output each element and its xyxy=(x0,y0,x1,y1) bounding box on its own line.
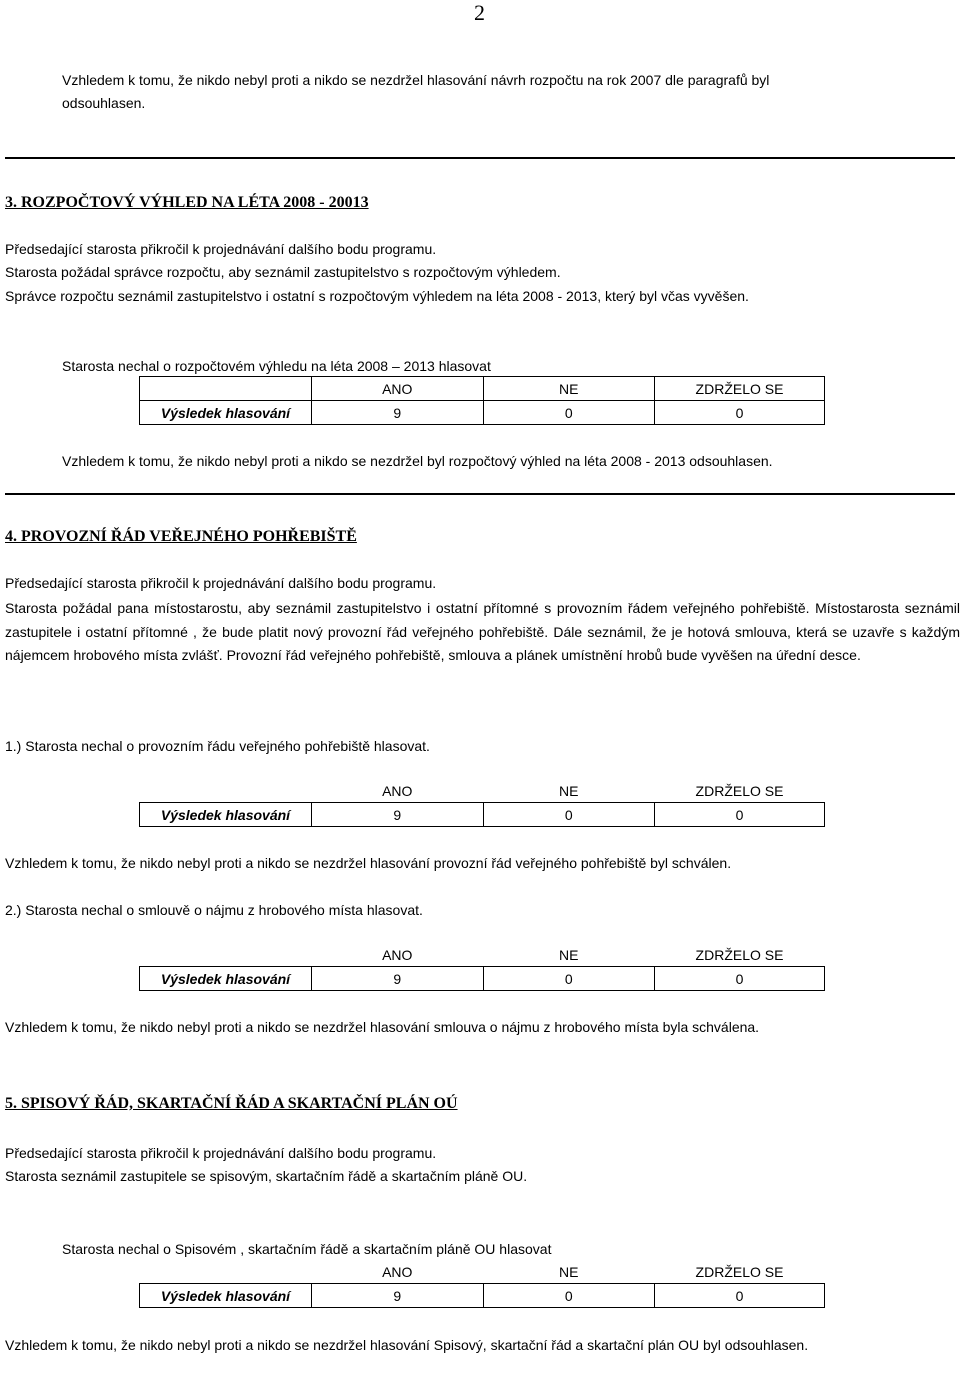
vote-header-empty xyxy=(140,943,312,967)
divider xyxy=(5,493,955,495)
vote-result-ne: 0 xyxy=(483,401,654,425)
vote-header-ano: ANO xyxy=(382,782,413,799)
vote-result-label: Výsledek hlasování xyxy=(140,803,312,827)
section5-number: 5. xyxy=(5,1095,17,1112)
vote-header-zdrzelo: ZDRŽELO SE xyxy=(695,1263,784,1280)
vote-result-zdrzelo: 0 xyxy=(655,967,825,991)
section3-p1: Předsedající starosta přikročil k projednávání dalšího bodu programu. xyxy=(5,241,437,257)
section3-title: ROZPOČTOVÝ VÝHLED NA LÉTA 2008 - 20013 xyxy=(21,194,369,211)
vote-result-row xyxy=(140,401,825,425)
vote-header-zdrzelo: ZDRŽELO SE xyxy=(695,782,784,799)
vote-header-zdrzelo: ZDRŽELO SE xyxy=(695,946,784,963)
section4-title: PROVOZNÍ ŘÁD VEŘEJNÉHO POHŘEBIŠTĚ xyxy=(21,528,357,545)
vote-result-ano: 9 xyxy=(311,1284,483,1308)
vote-result-ne: 0 xyxy=(483,1284,654,1308)
vote-header-zdrzelo: ZDRŽELO SE xyxy=(655,377,825,401)
section3-number: 3. xyxy=(5,194,17,211)
vote-result-label: Výsledek hlasování xyxy=(140,1284,312,1308)
section5-vote-intro: Starosta nechal o Spisovém , skartačním řádě a skartačním pláně OU hlasovat xyxy=(62,1241,552,1257)
section4-vote1-table xyxy=(139,779,825,827)
vote-header-row xyxy=(140,377,825,401)
vote-result-ne: 0 xyxy=(483,967,654,991)
vote-header-ne: NE xyxy=(483,377,654,401)
vote-result-row xyxy=(140,967,825,991)
page-number: 2 xyxy=(474,0,485,25)
vote-header-row xyxy=(140,943,825,967)
vote-header-empty xyxy=(140,1260,312,1284)
section5-vote-table xyxy=(139,1260,825,1308)
vote-result-label: Výsledek hlasování xyxy=(140,967,312,991)
section5-p2: Starosta seznámil zastupitele se spisovým, skartačním řádě a skartačním pláně OU. xyxy=(5,1168,528,1184)
section3-result: Vzhledem k tomu, že nikdo nebyl proti a nikdo se nezdržel byl rozpočtový výhled na léta 2008 - 2013 odsouhlasen. xyxy=(62,453,773,469)
vote-header-ne: NE xyxy=(559,946,579,963)
vote-result-row xyxy=(140,1284,825,1308)
vote-result-zdrzelo: 0 xyxy=(655,803,825,827)
vote-header-empty xyxy=(140,779,312,803)
vote-header-ne: NE xyxy=(559,1263,579,1280)
vote-header-row xyxy=(140,779,825,803)
vote-header-empty xyxy=(140,377,312,401)
vote-result-zdrzelo: 0 xyxy=(655,401,825,425)
section4-vote2-table xyxy=(139,943,825,991)
section3-heading xyxy=(5,193,369,213)
vote-result-ano: 9 xyxy=(311,803,483,827)
vote-header-ano: ANO xyxy=(382,946,413,963)
section3-p2: Starosta požádal správce rozpočtu, aby seznámil zastupitelstvo s rozpočtovým výhledem. xyxy=(5,264,561,280)
intro-line2: odsouhlasen. xyxy=(62,95,146,111)
divider xyxy=(5,157,955,159)
vote-result-zdrzelo: 0 xyxy=(655,1284,825,1308)
vote-header-ne: NE xyxy=(559,782,579,799)
section4-number: 4. xyxy=(5,528,17,545)
vote-result-ano: 9 xyxy=(311,401,483,425)
section4-heading xyxy=(5,527,357,547)
section3-p3: Správce rozpočtu seznámil zastupitelstvo i ostatní s rozpočtovým výhledem na léta 2008 - 2013, který byl včas vyvěšen. xyxy=(5,288,749,304)
section4-item1: 1.) Starosta nechal o provozním řádu veřejného pohřebiště hlasovat. xyxy=(5,738,430,754)
intro-line1: Vzhledem k tomu, že nikdo nebyl proti a nikdo se nezdržel hlasování návrh rozpočtu na rok 2007 dle paragrafů byl xyxy=(62,72,770,88)
section5-result: Vzhledem k tomu, že nikdo nebyl proti a nikdo se nezdržel hlasování Spisový, skartační řád a skartační plán OU byl odsouhlasen. xyxy=(5,1337,809,1353)
vote-header-ano: ANO xyxy=(311,377,483,401)
section4-p2: Starosta požádal pana místostarostu, aby seznámil zastupitelstvo i ostatní přítomné s provozním řádem veřejného pohřebiště. Místostarosta seznámil zastupitele i ostatní přítomné , že bude platit nový provozní řád veřejného pohřebiště. Dále seznámil, že je hotová smlouva, která se uzavře s každým nájemcem hrobového místa zvlášť. Provozní řád veřejného pohřebiště, smlouva a plánek umístnění hrobů bude vyvěšen na úřední desce. xyxy=(5,600,960,663)
section4-result1: Vzhledem k tomu, že nikdo nebyl proti a nikdo se nezdržel hlasování provozní řád veřejného pohřebiště byl schválen. xyxy=(5,855,732,871)
section5-p1: Předsedající starosta přikročil k projednávání dalšího bodu programu. xyxy=(5,1145,437,1161)
vote-result-ne: 0 xyxy=(483,803,654,827)
section5-title: SPISOVÝ ŘÁD, SKARTAČNÍ ŘÁD A SKARTAČNÍ PLÁN OÚ xyxy=(21,1095,458,1112)
section4-result2: Vzhledem k tomu, že nikdo nebyl proti a nikdo se nezdržel hlasování smlouva o nájmu z hrobového místa byla schválena. xyxy=(5,1019,760,1035)
vote-result-ano: 9 xyxy=(311,967,483,991)
section5-heading xyxy=(5,1094,458,1114)
vote-result-row xyxy=(140,803,825,827)
vote-result-label: Výsledek hlasování xyxy=(140,401,312,425)
vote-header-row xyxy=(140,1260,825,1284)
section4-item2: 2.) Starosta nechal o smlouvě o nájmu z hrobového místa hlasovat. xyxy=(5,902,423,918)
section4-p1: Předsedající starosta přikročil k projednávání dalšího bodu programu. xyxy=(5,575,437,591)
section3-vote-table xyxy=(139,376,825,425)
section3-vote-intro: Starosta nechal o rozpočtovém výhledu na léta 2008 – 2013 hlasovat xyxy=(62,358,491,374)
vote-header-ano: ANO xyxy=(382,1263,413,1280)
